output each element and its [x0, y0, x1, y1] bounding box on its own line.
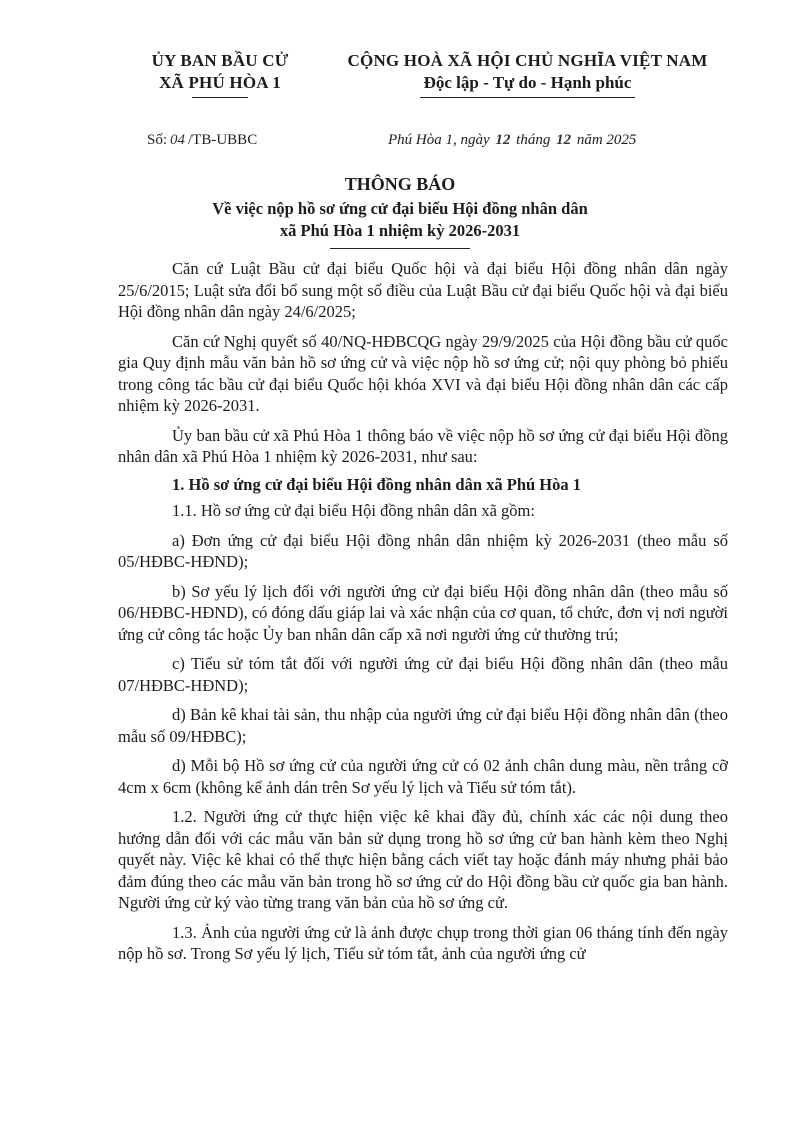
paragraph-legal-basis-1: Căn cứ Luật Bầu cử đại biểu Quốc hội và đại biểu Hội đồng nhân dân ngày 25/6/2015; Luật sửa đổi bổ sung một số điều của Luật Bầu cử đại biểu Quốc hội và đại biểu Hội đồng nhân dân ngày 24/6/2025;	[118, 259, 728, 321]
section-heading-1: 1. Hồ sơ ứng cử đại biểu Hội đồng nhân dân xã Phú Hòa 1	[172, 474, 582, 494]
list-item-b: b) Sơ yếu lý lịch đối với người ứng cử đại biểu Hội đồng nhân dân (theo mẫu số 06/HĐBC-HĐND), có đóng dấu giáp lai và xác nhận của cơ quan, tổ chức, đơn vị nơi người ứng cử công tác hoặc Ủy ban nhân dân cấp xã nơi người ứng cử thường trú;	[118, 581, 728, 644]
issuing-agency	[120, 50, 320, 98]
doc-number-suffix: /TB-UBBC	[188, 132, 258, 148]
subtitle-line-2: xã Phú Hòa 1 nhiệm kỳ 2026-2031	[279, 221, 521, 240]
doc-number-handwritten: 04	[170, 132, 186, 148]
document-number	[147, 132, 257, 149]
document-header	[0, 50, 800, 120]
paragraph-1-1: 1.1. Hồ sơ ứng cử đại biểu Hội đồng nhân dân xã gồm:	[172, 501, 535, 520]
document-title: THÔNG BÁO	[344, 174, 456, 194]
paragraph-1-3: 1.3. Ảnh của người ứng cử là ảnh được chụp trong thời gian 06 tháng tính đến ngày nộp hồ sơ. Trong Sơ yếu lý lịch, Tiểu sử tóm tắt, ảnh của người ứng cử	[118, 922, 728, 963]
document-subtitle	[0, 198, 800, 242]
document-body	[118, 258, 728, 973]
date-year: năm 2025	[576, 132, 637, 148]
date-place: Phú Hòa 1, ngày	[388, 132, 490, 148]
agency-commune: XÃ PHÚ HÒA 1	[159, 73, 281, 92]
agency-underline	[192, 97, 248, 98]
subtitle-line-1: Về việc nộp hồ sơ ứng cử đại biểu Hội đồng nhân dân	[212, 199, 588, 218]
paragraph-legal-basis-2: Căn cứ Nghị quyết số 40/NQ-HĐBCQG ngày 29/9/2025 của Hội đồng bầu cử quốc gia Quy định mẫu văn bản hồ sơ ứng cử và việc nộp hồ sơ ứng cử; nội quy phòng bỏ phiếu trong công tác bầu cử đại biểu Quốc hội khóa XVI và đại biểu Hội đồng nhân dân các cấp nhiệm kỳ 2026-2031.	[118, 331, 728, 415]
date-month-label: tháng	[516, 132, 551, 148]
list-item-d-photos: d) Mỗi bộ Hồ sơ ứng cử của người ứng cử có 02 ảnh chân dung màu, nền trắng cỡ 4cm x 6cm (không kể ảnh dán trên Sơ yếu lý lịch và Tiểu sử tóm tắt).	[118, 756, 728, 797]
title-underline	[330, 248, 470, 249]
list-item-a: a) Đơn ứng cử đại biểu Hội đồng nhân dân nhiệm kỳ 2026-2031 (theo mẫu số 05/HĐBC-HĐND);	[118, 530, 728, 571]
doc-number-prefix: Số:	[147, 132, 168, 148]
date-day: 12	[495, 132, 511, 148]
issue-date	[388, 132, 636, 149]
list-item-c: c) Tiểu sử tóm tắt đối với người ứng cử đại biểu Hội đồng nhân dân (theo mẫu 07/HĐBC-HĐND);	[118, 654, 728, 695]
paragraph-1-2: 1.2. Người ứng cử thực hiện việc kê khai đầy đủ, chính xác các nội dung theo hướng dẫn đối với các mẫu văn bản sử dụng trong hồ sơ ứng cử ban hành kèm theo Nghị quyết này. Việc kê khai có thể thực hiện bằng cách viết tay hoặc đánh máy nhưng phải bảo đảm đúng theo các mẫu văn bản trong hồ sơ ứng cử do Hội đồng bầu cử quốc gia ban hành. Người ứng cử ký vào từng trang văn bản của hồ sơ ứng cử.	[118, 807, 728, 912]
list-item-d-assets: d) Bản kê khai tài sản, thu nhập của người ứng cử đại biểu Hội đồng nhân dân (theo mẫu số 09/HĐBC);	[118, 705, 728, 746]
national-title	[340, 50, 715, 98]
country-name: CỘNG HOÀ XÃ HỘI CHỦ NGHĨA VIỆT NAM	[347, 51, 708, 70]
national-motto: Độc lập - Tự do - Hạnh phúc	[423, 73, 632, 92]
agency-name: ỦY BAN BẦU CỬ	[151, 51, 289, 70]
motto-underline	[420, 97, 635, 98]
date-month: 12	[556, 132, 572, 148]
paragraph-announcement: Ủy ban bầu cử xã Phú Hòa 1 thông báo về việc nộp hồ sơ ứng cử đại biểu Hội đồng nhân dân xã Phú Hòa 1 nhiệm kỳ 2026-2031, như sau:	[118, 425, 728, 466]
